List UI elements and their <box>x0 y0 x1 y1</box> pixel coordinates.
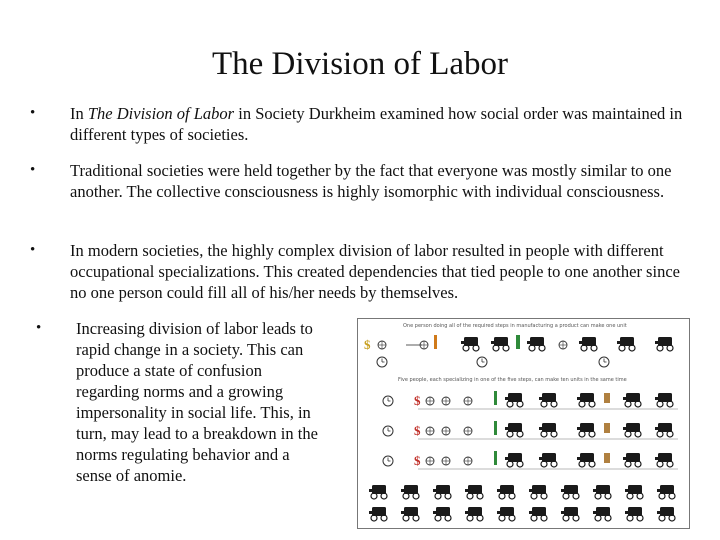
carriage-icon <box>527 337 545 351</box>
bullet-2-text: Traditional societies were held together by the fact that everyone was mostly similar to one another. The collective consciousness is highly isomorphic with individual consciousness. <box>70 161 672 201</box>
worker-icon <box>604 393 610 403</box>
wheel-icon <box>426 457 434 465</box>
carriage-icon <box>655 453 673 467</box>
division-of-labor-illustration <box>357 318 690 529</box>
slide-title: The Division of Labor <box>211 46 509 82</box>
worker-icon: $ <box>414 453 421 468</box>
wheel-icon <box>464 397 472 405</box>
bullet-3-text: In modern societies, the highly complex division of labor resulted in people with different occupational specializations. This created dependencies that tied people to one another since no one person could fill all of his/her needs by themselves. <box>70 241 680 302</box>
carriage-icon <box>539 393 557 407</box>
wheel-icon <box>464 427 472 435</box>
carriage-icon <box>655 423 673 437</box>
clock-icon <box>383 396 393 406</box>
wheel-icon <box>464 457 472 465</box>
bullet-marker: • <box>30 105 36 121</box>
bullet-marker: • <box>36 320 42 336</box>
carriage-icon <box>579 337 597 351</box>
worker-icon <box>494 391 497 405</box>
single-worker-row <box>364 335 673 367</box>
carriage-icon <box>505 393 523 407</box>
specialized-row-3 <box>383 451 678 469</box>
wheel-icon <box>426 397 434 405</box>
worker-icon <box>434 335 437 349</box>
worker-icon: $ <box>414 423 421 438</box>
carriage-icon <box>461 337 479 351</box>
carriage-icon <box>577 393 595 407</box>
worker-icon <box>494 421 497 435</box>
caption-middle: Five people, each specializing in one of the five steps, can make ten units in the same time <box>398 377 627 383</box>
wheel-icon <box>442 397 450 405</box>
bullet-4-text: Increasing division of labor leads to rapid change in a society. This can produce a state of confusion regarding norms and a growing impersonality in social life. This, in turn, may lead to a breakdown in the norms regulating behavior and a sense of anomie. <box>76 319 318 485</box>
specialized-row-2 <box>383 421 678 439</box>
wheel-icon <box>442 457 450 465</box>
bullet-marker: • <box>30 162 36 178</box>
carriage-icon <box>539 453 557 467</box>
clock-icon <box>477 357 487 367</box>
wheel-icon <box>559 341 567 349</box>
carriage-icon <box>505 453 523 467</box>
clock-icon <box>383 456 393 466</box>
wheel-icon <box>426 427 434 435</box>
carriage-icon <box>623 423 641 437</box>
clock-icon <box>599 357 609 367</box>
wheel-icon <box>378 341 386 349</box>
money-icon: $ <box>364 337 371 352</box>
carriage-icon <box>623 453 641 467</box>
worker-icon <box>494 451 497 465</box>
carriage-icon <box>655 337 673 351</box>
wheel-icon <box>442 427 450 435</box>
carriage-icon <box>655 393 673 407</box>
carriage-icon <box>617 337 635 351</box>
specialized-row-1 <box>383 391 678 409</box>
carriage-icon <box>491 337 509 351</box>
carriage-icon <box>505 423 523 437</box>
book-title: The Division of Labor <box>87 104 235 123</box>
caption-top: One person doing all of the required steps in manufacturing a product can make one unit <box>403 323 627 329</box>
carriage-icon <box>577 423 595 437</box>
illustration-svg <box>358 319 689 528</box>
worker-icon <box>516 335 520 349</box>
bullet-1-text: In The Division of Labor in Society Durkheim examined how social order was maintained in different types of societies. <box>70 104 683 144</box>
clock-icon <box>377 357 387 367</box>
worker-icon <box>604 453 610 463</box>
bullet-marker: • <box>30 242 36 258</box>
wheel-icon <box>420 341 428 349</box>
clock-icon <box>383 426 393 436</box>
worker-icon <box>604 423 610 433</box>
worker-icon: $ <box>414 393 421 408</box>
carriage-icon <box>623 393 641 407</box>
carriage-icon <box>577 453 595 467</box>
carriage-icon <box>539 423 557 437</box>
finished-carriages <box>369 485 675 521</box>
